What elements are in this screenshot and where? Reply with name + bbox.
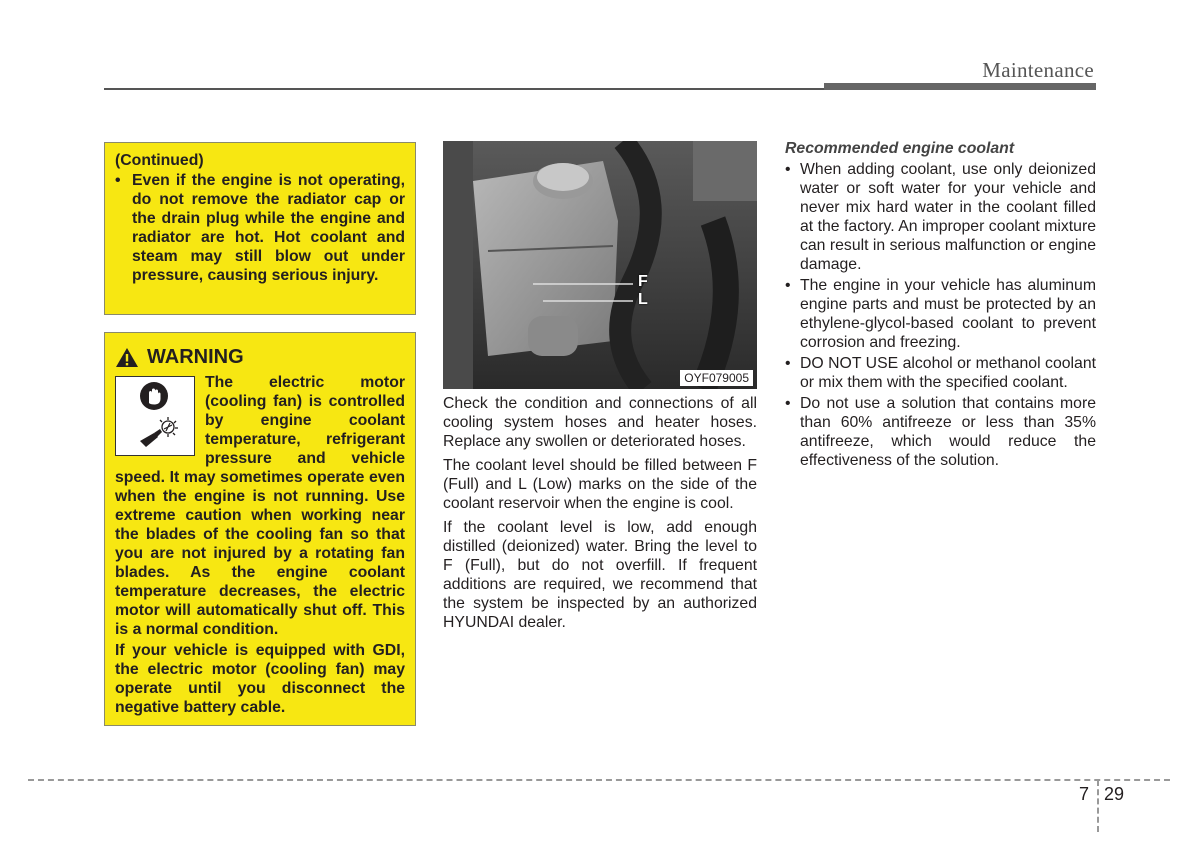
warning-paragraph-2: If your vehicle is equipped with GDI, the electric motor (cooling fan) may operate until you disconnect the negative battery cable. [115,642,405,716]
list-item-text: Do not use a solution that contains more than 60% antifreeze or less than 35% antifreeze, which would reduce the effectiveness of the solution. [800,395,1096,469]
paragraph-hose-check: Check the condition and connections of all cooling system hoses and heater hoses. Replace any swollen or deteriorated hoses. [443,395,757,450]
caution-bullet-item [115,171,405,285]
list-item [785,276,1096,352]
caution-text: Even if the engine is not operating, do not remove the radiator cap or the drain plug while the engine and radiator are hot. Hot coolant and steam may still blow out under pressure, causing serious injury. [132,172,405,284]
engine-bay-illustration [443,141,757,389]
footer-rule [28,779,1170,781]
warning-box [104,332,416,726]
warning-heading [115,345,405,369]
rotating-fan-hand-icon [138,415,180,453]
stop-hand-icon [139,381,169,411]
list-item-text: DO NOT USE alcohol or methanol coolant or mix them with the specified coolant. [800,355,1096,391]
paragraph-coolant-level: The coolant level should be filled between F (Full) and L (Low) marks on the side of the coolant reservoir when the engine is cool. [443,457,757,512]
paragraph-add-water: If the coolant level is low, add enough distilled (deionized) water. Bring the level to F (Full), but do not overfill. If frequent additions are required, we recommend that the system be inspected by an authorized HYUNDAI dealer. [443,519,757,631]
header-rule-accent [824,83,1096,90]
warning-triangle-icon [115,347,139,368]
bullet-mark: • [785,161,791,178]
list-item-text: The engine in your vehicle has aluminum engine parts and must be protected by an ethylene-glycol-based coolant to prevent corrosion and freezing. [800,277,1096,351]
list-item [785,354,1096,392]
bullet-mark: • [785,355,791,372]
chapter-number: 7 [1079,784,1090,804]
page-number: 29 [1104,784,1125,804]
warning-title: WARNING [147,345,244,368]
section-title: Maintenance [982,58,1094,82]
continued-caution-box [104,142,416,315]
full-mark-label: F [638,273,648,290]
warning-paragraph-1: The electric motor (cooling fan) is controlled by engine coolant temperature, refrigerant pressure and vehicle speed. It may sometimes operate even when the engine is not running. Use extreme caution when working near the blades of the cooling fan so that you are not injured by a rotating fan blades. As the engine coolant temperature decreases, the electric motor will automatically shut off. This is a normal condition. [115,374,405,638]
list-item [785,394,1096,470]
bullet-mark: • [115,172,121,189]
bullet-mark: • [785,395,791,412]
figure-code: OYF079005 [680,370,753,386]
continued-heading: (Continued) [115,152,204,169]
list-item [785,160,1096,274]
right-column [785,139,1096,472]
page-number-divider [1097,780,1099,832]
coolant-reservoir-photo [443,141,757,389]
fan-hazard-pictogram [115,376,195,456]
bullet-mark: • [785,277,791,294]
recommended-coolant-heading: Recommended engine coolant [785,140,1015,157]
list-item-text: When adding coolant, use only deionized water or soft water for your vehicle and never mix hard water in the coolant filled at the factory. An improper coolant mixture can result in serious malfunction or engine damage. [800,161,1096,273]
low-mark-label: L [638,291,648,308]
middle-column [443,394,757,637]
